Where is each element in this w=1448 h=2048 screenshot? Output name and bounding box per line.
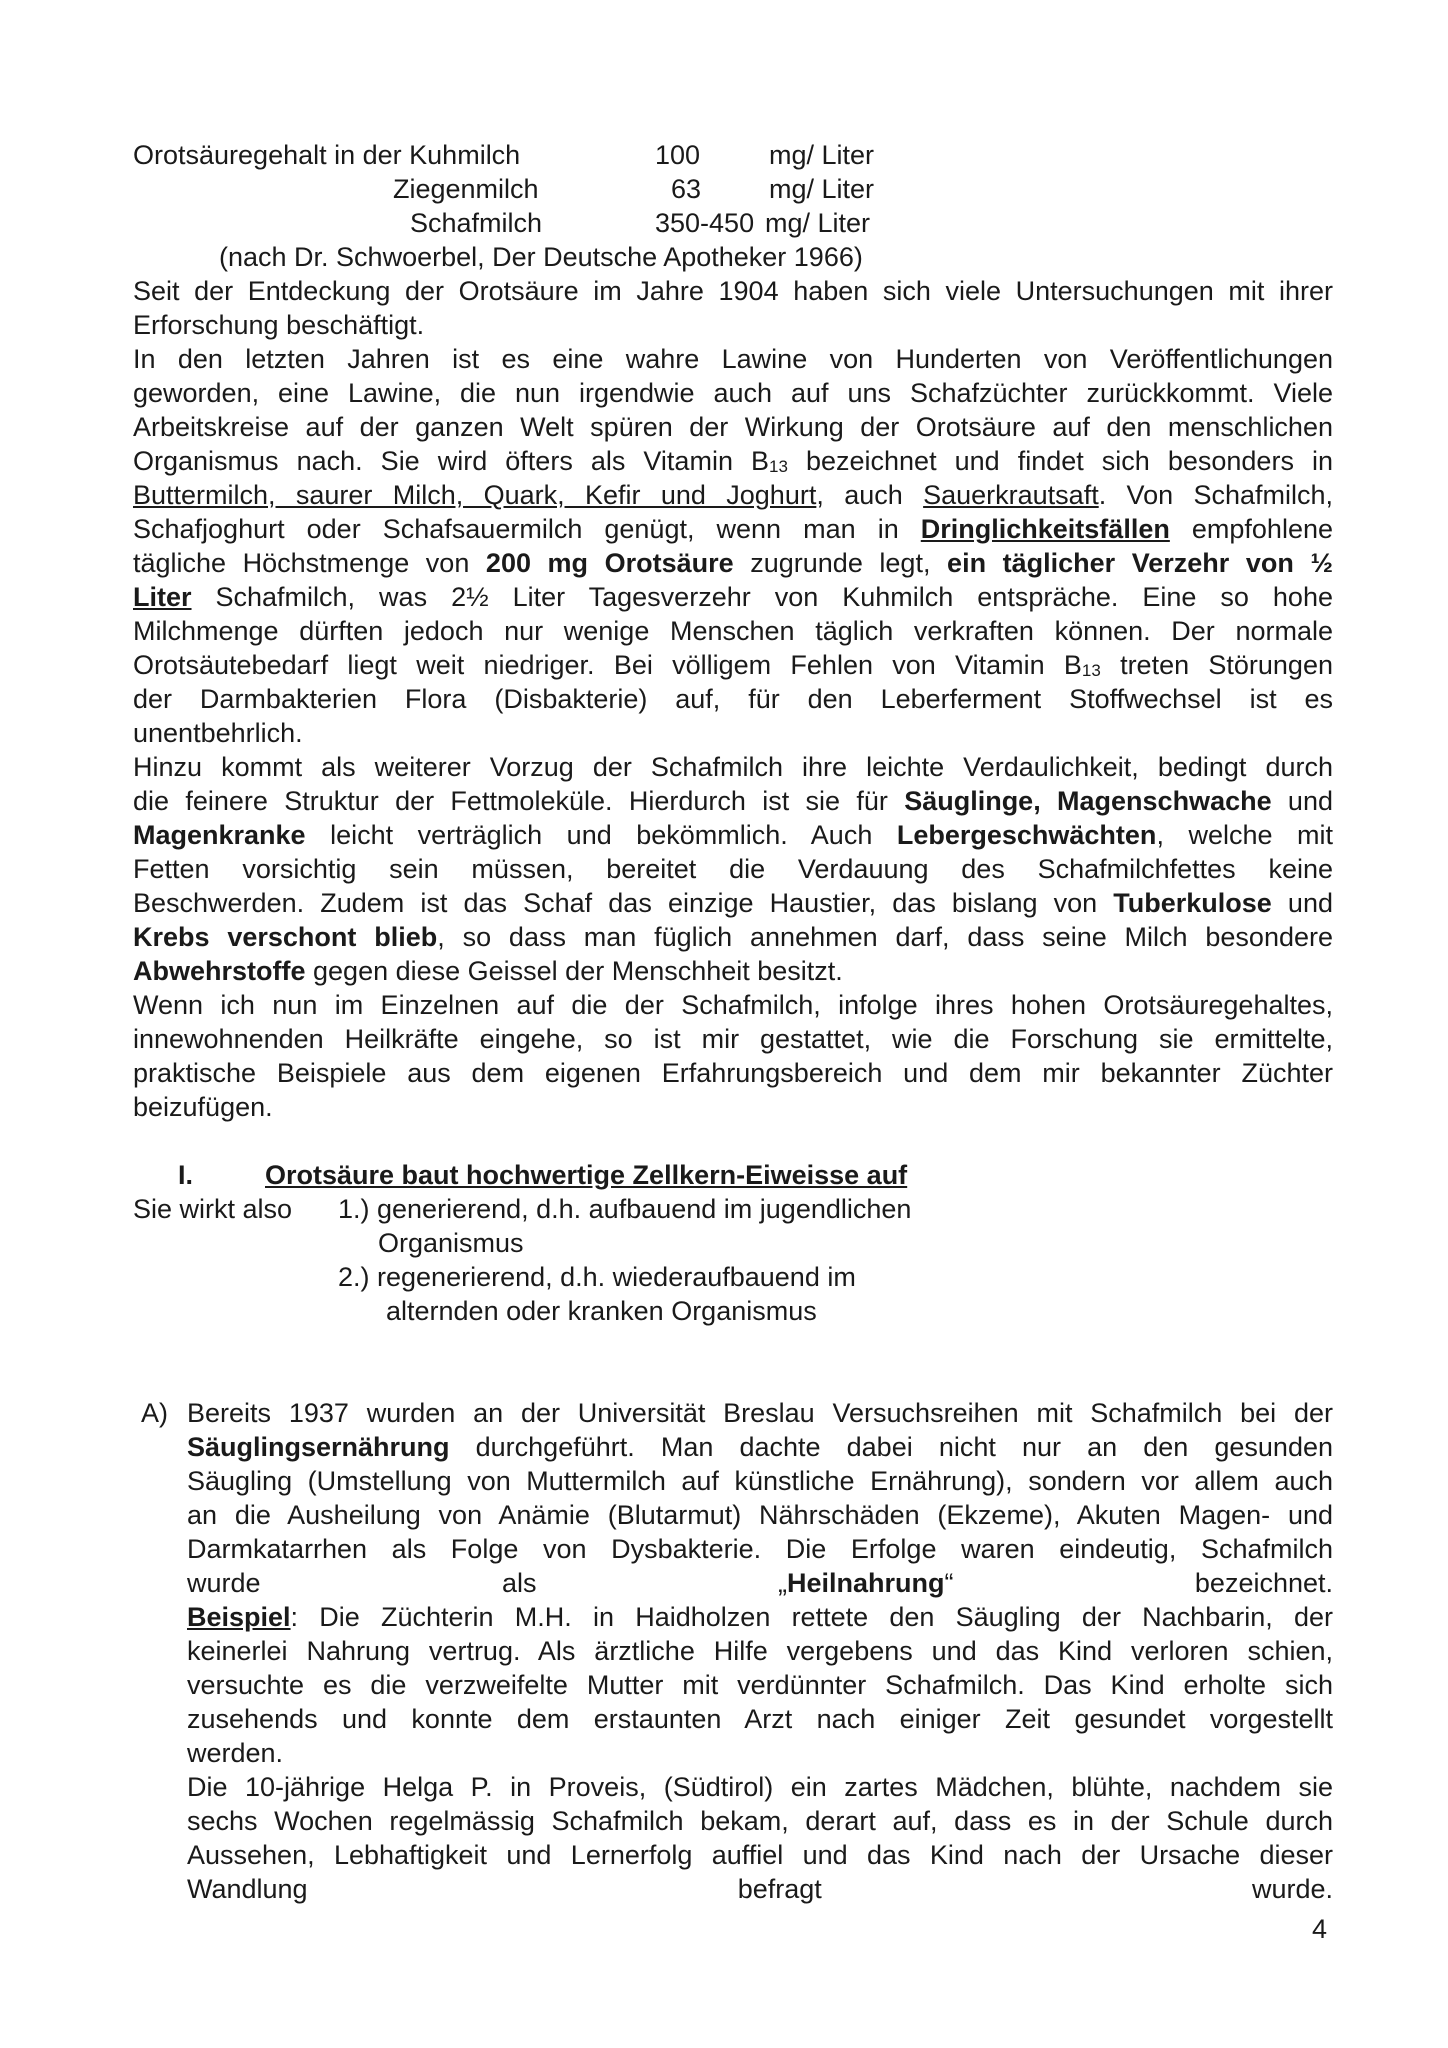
paragraph-line: Krebs verschont blieb, so dass man füglich annehmen darf, dass seine Milch besondere <box>133 922 1333 952</box>
paragraph-line: Liter Schafmilch, was 2½ Liter Tagesverzehr von Kuhmilch entspräche. Eine so hohe <box>133 582 1333 612</box>
emphasis-text: Beispiel <box>187 1602 291 1632</box>
emphasis-text: Abwehrstoffe <box>133 956 306 986</box>
emphasis-text: Säuglinge, Magenschwache <box>904 786 1272 816</box>
table-row-value: 63 <box>671 174 702 204</box>
table-row-unit: mg/ Liter <box>769 140 875 170</box>
emphasis-text: Krebs verschont blieb <box>133 922 438 952</box>
paragraph-line: beizufügen. <box>133 1092 273 1122</box>
table-row-label: Ziegenmilch <box>393 174 539 204</box>
paragraph-line: Seit der Entdeckung der Orotsäure im Jahre 1904 haben sich viele Untersuchungen mit ihrer <box>133 276 1333 306</box>
paragraph-line: Abwehrstoffe gegen diese Geissel der Menschheit besitzt. <box>133 956 843 986</box>
paragraph-line: Organismus nach. Sie wird öfters als Vitamin $B_{13}$ bezeichnet und findet sich besonders in <box>133 446 1333 476</box>
emphasis-text: Dringlichkeitsfällen <box>920 514 1170 544</box>
paragraph-line: innewohnenden Heilkräfte eingehe, so ist mir gestattet, wie die Forschung sie ermittelte, <box>133 1024 1333 1054</box>
table-row-unit: mg/ Liter <box>769 174 875 204</box>
paragraph-line: tägliche Höchstmenge von 200 mg Orotsäure zugrunde legt, ein täglicher Verzehr von ½ <box>133 548 1333 578</box>
emphasis-text: Magenkranke <box>133 820 306 850</box>
table-row-label: Schafmilch <box>410 208 543 238</box>
paragraph-line: keinerlei Nahrung vertrug. Als ärztliche Hilfe vergebens und das Kind verloren schien, <box>187 1636 1333 1666</box>
paragraph-line: Schafjoghurt oder Schafsauermilch genügt, wenn man in Dringlichkeitsfällen empfohlene <box>133 514 1333 544</box>
list-marker: A) <box>141 1398 168 1428</box>
paragraph-line: Wenn ich nun im Einzelnen auf die der Schafmilch, infolge ihres hohen Orotsäuregehaltes, <box>133 990 1333 1020</box>
page-number: 4 <box>1312 1914 1328 1944</box>
section-title: Orotsäure baut hochwertige Zellkern-Eiweisse auf <box>265 1160 908 1190</box>
emphasis-text: Tuberkulose <box>1113 888 1272 918</box>
paragraph-line: an die Ausheilung von Anämie (Blutarmut) Nährschäden (Ekzeme), Akuten Magen- und <box>187 1500 1333 1530</box>
paragraph-line: werden. <box>187 1738 284 1768</box>
underlined-text: Buttermilch, saurer Milch, Quark, Kefir und Joghurt <box>133 480 817 510</box>
emphasis-text: Heilnahrung <box>786 1568 945 1598</box>
paragraph-line: sechs Wochen regelmässig Schafmilch bekam, derart auf, dass es in der Schule durch <box>187 1806 1333 1836</box>
paragraph-line: In den letzten Jahren ist es eine wahre Lawine von Hunderten von Veröffentlichungen <box>133 344 1333 374</box>
underlined-text: Sauerkrautsaft <box>923 480 1099 510</box>
paragraph-line: Bereits 1937 wurden an der Universität Breslau Versuchsreihen mit Schafmilch bei der <box>187 1398 1333 1428</box>
section-number: I. <box>178 1160 194 1190</box>
paragraph-line: Buttermilch, saurer Milch, Quark, Kefir und Joghurt, auch Sauerkrautsaft. Von Schafmilch, <box>133 480 1334 510</box>
table-row-label: Orotsäuregehalt in der Kuhmilch <box>133 140 521 170</box>
paragraph-line: Hinzu kommt als weiterer Vorzug der Schafmilch ihre leichte Verdaulichkeit, bedingt durch <box>133 752 1333 782</box>
paragraph-line: der Darmbakterien Flora (Disbakterie) auf, für den Leberferment Stoffwechsel ist es <box>133 684 1333 714</box>
paragraph-line: Orotsäutebedarf liegt weit niedriger. Bei völligem Fehlen von Vitamin $B_{13}$ treten Störungen <box>133 650 1333 680</box>
paragraph-line: Magenkranke leicht verträglich und bekömmlich. Auch Lebergeschwächten, welche mit <box>133 820 1333 850</box>
paragraph-line: Milchmenge dürften jedoch nur wenige Menschen täglich verkraften können. Der normale <box>133 616 1333 646</box>
table-row-unit: mg/ Liter <box>765 208 871 238</box>
paragraph-line: Arbeitskreise auf der ganzen Welt spüren der Wirkung der Orotsäure auf den menschlichen <box>133 412 1333 442</box>
emphasis-text: Säuglingsernährung <box>187 1432 450 1462</box>
paragraph-line: Beispiel: Die Züchterin M.H. in Haidholzen rettete den Säugling der Nachbarin, der <box>187 1602 1333 1632</box>
list-item: alternden oder kranken Organismus <box>386 1296 817 1326</box>
paragraph-line: Die 10-jährige Helga P. in Proveis, (Südtirol) ein zartes Mädchen, blühte, nachdem sie <box>187 1772 1333 1802</box>
section-intro: Sie wirkt also <box>133 1194 293 1224</box>
paragraph-line: Erforschung beschäftigt. <box>133 310 425 340</box>
paragraph-line: geworden, eine Lawine, die nun irgendwie auch auf uns Schafzüchter zurückkommt. Viele <box>133 378 1333 408</box>
paragraph-line: Aussehen, Lebhaftigkeit und Lernerfolg auffiel und das Kind nach der Ursache dieser <box>187 1840 1333 1870</box>
emphasis-text: Liter <box>133 582 192 612</box>
paragraph-line: die feinere Struktur der Fettmoleküle. Hierdurch ist sie für Säuglinge, Magenschwache und <box>133 786 1333 816</box>
table-source: (nach Dr. Schwoerbel, Der Deutsche Apotheker 1966) <box>219 242 863 272</box>
paragraph-line: unentbehrlich. <box>133 718 303 748</box>
list-item: 2.) regenerierend, d.h. wiederaufbauend im <box>338 1262 856 1292</box>
list-item: 1.) generierend, d.h. aufbauend im jugendlichen <box>338 1194 912 1224</box>
paragraph-line: praktische Beispiele aus dem eigenen Erfahrungsbereich und dem mir bekannter Züchter <box>133 1058 1333 1088</box>
paragraph-line: zusehends und konnte dem erstaunten Arzt nach einiger Zeit gesundet vorgestellt <box>187 1704 1333 1734</box>
paragraph-line: Wandlung befragt wurde. <box>187 1874 1333 1904</box>
emphasis-text: 200 mg Orotsäure <box>485 548 734 578</box>
emphasis-text: ein täglicher Verzehr von ½ <box>947 548 1333 578</box>
paragraph-line: Fetten vorsichtig sein müssen, bereitet die Verdauung des Schafmilchfettes keine <box>133 854 1333 884</box>
paragraph-line: Beschwerden. Zudem ist das Schaf das einzige Haustier, das bislang von Tuberkulose und <box>133 888 1333 918</box>
paragraph-line: wurde als „Heilnahrung“ bezeichnet. <box>187 1568 1334 1598</box>
paragraph-line: Säuglingsernährung durchgeführt. Man dachte dabei nicht nur an den gesunden <box>187 1432 1333 1462</box>
emphasis-text: Lebergeschwächten <box>896 820 1157 850</box>
table-row-value: 100 <box>655 140 701 170</box>
list-item: Organismus <box>378 1228 524 1258</box>
table-row-value: 350-450 <box>655 208 755 238</box>
paragraph-line: Darmkatarrhen als Folge von Dysbakterie. Die Erfolge waren eindeutig, Schafmilch <box>187 1534 1333 1564</box>
paragraph-line: Säugling (Umstellung von Muttermilch auf künstliche Ernährung), sondern vor allem auch <box>187 1466 1333 1496</box>
paragraph-line: versuchte es die verzweifelte Mutter mit verdünnter Schafmilch. Das Kind erholte sich <box>187 1670 1333 1700</box>
